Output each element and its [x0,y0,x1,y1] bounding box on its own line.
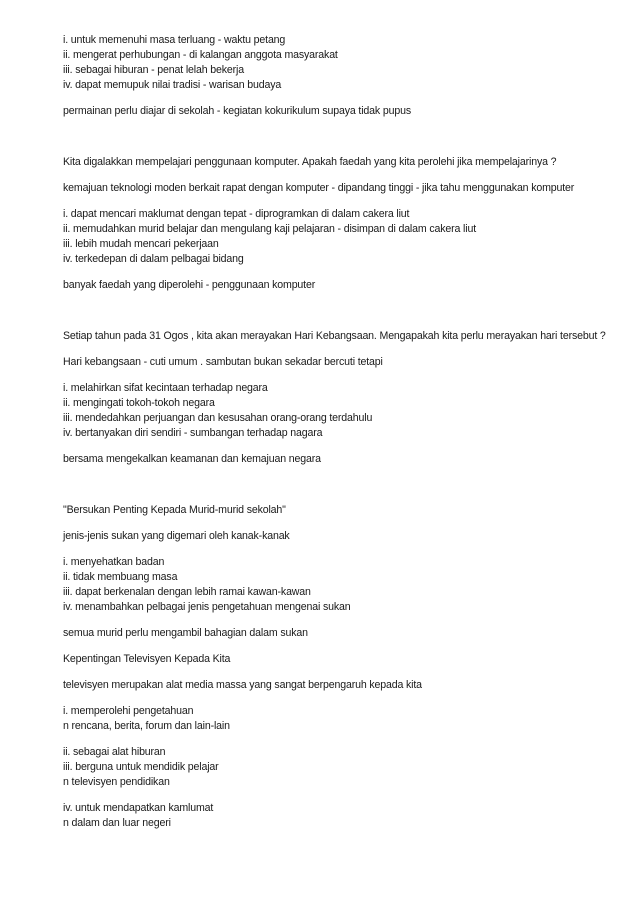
section-2-conclusion: banyak faedah yang diperolehi - penggunaan komputer [63,279,316,291]
list-item: ii. mengingati tokoh-tokoh negara [63,397,215,409]
list-item: iii. sebagai hiburan - penat lelah bekerja [63,64,244,76]
list-item: ii. mengerat perhubungan - di kalangan anggota masyarakat [63,49,338,61]
section-5-group-1 [63,704,623,734]
list-item: iv. bertanyakan diri sendiri - sumbangan terhadap nagara [63,427,323,439]
list-item: iii. mendedahkan perjuangan dan kesusahan orang-orang terdahulu [63,412,373,424]
section-3-intro: Hari kebangsaan - cuti umum . sambutan bukan sekadar bercuti tetapi [63,356,383,368]
list-item: i. memperolehi pengetahuan [63,705,194,717]
section-5-title: Kepentingan Televisyen Kepada Kita [63,653,231,665]
list-item: iii. lebih mudah mencari pekerjaan [63,238,219,250]
list-item: i. menyehatkan badan [63,556,165,568]
section-3-list [63,381,623,441]
list-item: iv. menambahkan pelbagai jenis pengetahuan mengenai sukan [63,601,351,613]
list-item: iv. untuk mendapatkan kamlumat [63,802,214,814]
list-item: iv. terkedepan di dalam pelbagai bidang [63,253,244,265]
section-5-group-2 [63,745,623,790]
list-item: i. melahirkan sifat kecintaan terhadap negara [63,382,268,394]
section-4-intro: jenis-jenis sukan yang digemari oleh kanak-kanak [63,530,290,542]
list-item: iii. dapat berkenalan dengan lebih ramai kawan-kawan [63,586,311,598]
section-1-list [63,33,623,93]
list-item: ii. tidak membuang masa [63,571,178,583]
section-5-intro: televisyen merupakan alat media massa yang sangat berpengaruh kepada kita [63,679,422,691]
section-3-question: Setiap tahun pada 31 Ogos , kita akan merayakan Hari Kebangsaan. Mengapakah kita perlu merayakan hari tersebut ? [63,330,606,342]
section-4-list [63,555,623,615]
section-2-question: Kita digalakkan mempelajari penggunaan komputer. Apakah faedah yang kita perolehi jika mempelajarinya ? [63,156,557,168]
list-item: iii. berguna untuk mendidik pelajar [63,761,219,773]
list-item: i. dapat mencari maklumat dengan tepat - diprogramkan di dalam cakera liut [63,208,410,220]
section-2-list [63,207,623,267]
section-4-conclusion: semua murid perlu mengambil bahagian dalam sukan [63,627,308,639]
list-item: ii. memudahkan murid belajar dan mengulang kaji pelajaran - disimpan di dalam cakera liut [63,223,476,235]
list-item: n rencana, berita, forum dan lain-lain [63,720,230,732]
list-item: iv. dapat memupuk nilai tradisi - warisan budaya [63,79,282,91]
section-1-conclusion: permainan perlu diajar di sekolah - kegiatan kokurikulum supaya tidak pupus [63,105,411,117]
document-page [63,33,623,831]
list-item: ii. sebagai alat hiburan [63,746,166,758]
list-item: i. untuk memenuhi masa terluang - waktu petang [63,34,286,46]
section-2-intro: kemajuan teknologi moden berkait rapat dengan komputer - dipandang tinggi - jika tahu menggunakan komputer [63,182,575,194]
list-item: n dalam dan luar negeri [63,817,171,829]
section-3-conclusion: bersama mengekalkan keamanan dan kemajuan negara [63,453,321,465]
list-item: n televisyen pendidikan [63,776,170,788]
section-4-title: "Bersukan Penting Kepada Murid-murid sekolah" [63,504,286,516]
section-5-group-3 [63,801,623,831]
